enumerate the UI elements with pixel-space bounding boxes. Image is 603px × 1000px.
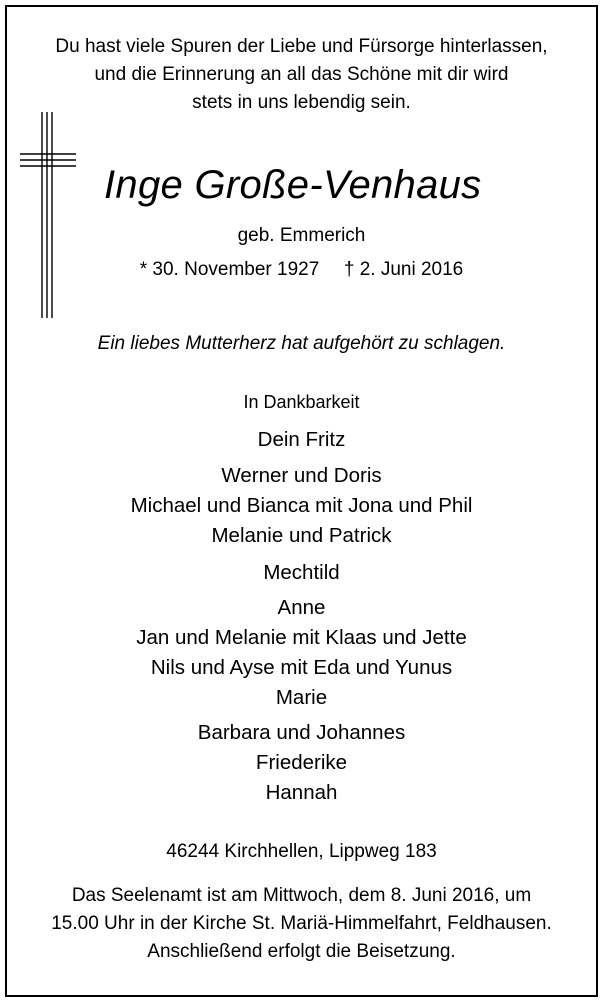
family-line: Michael und Bianca mit Jona und Phil bbox=[130, 494, 473, 517]
deceased-name: Inge Große-Venhaus bbox=[104, 163, 482, 207]
gratitude-line: In Dankbarkeit bbox=[243, 392, 360, 412]
family-line: Hannah bbox=[265, 781, 338, 804]
family-line: Mechtild bbox=[263, 561, 340, 584]
verse-line: stets in uns lebendig sein. bbox=[192, 92, 411, 113]
service-line: Das Seelenamt ist am Mittwoch, dem 8. Juni 2016, um bbox=[71, 885, 532, 906]
family-line: Anne bbox=[277, 596, 326, 619]
service-line: Anschließend erfolgt die Beisetzung. bbox=[147, 941, 456, 962]
family-line: Melanie und Patrick bbox=[211, 524, 392, 547]
death-date: † 2. Juni 2016 bbox=[343, 259, 464, 280]
life-dates bbox=[0, 259, 603, 281]
birth-date: * 30. November 1927 bbox=[139, 259, 320, 280]
family-line: Dein Fritz bbox=[257, 428, 346, 451]
address: 46244 Kirchhellen, Lippweg 183 bbox=[166, 841, 437, 862]
service-line: 15.00 Uhr in der Kirche St. Mariä-Himmelfahrt, Feldhausen. bbox=[51, 913, 552, 934]
family-line: Friederike bbox=[255, 751, 348, 774]
maiden-name: geb. Emmerich bbox=[237, 225, 366, 246]
family-line: Marie bbox=[275, 686, 328, 709]
family-line: Werner und Doris bbox=[221, 464, 382, 487]
verse-line: und die Erinnerung an all das Schöne mit dir wird bbox=[94, 64, 509, 85]
quote: Ein liebes Mutterherz hat aufgehört zu schlagen. bbox=[97, 333, 506, 354]
verse-line: Du hast viele Spuren der Liebe und Fürsorge hinterlassen, bbox=[55, 36, 548, 57]
family-line: Barbara und Johannes bbox=[197, 721, 406, 744]
family-line: Jan und Melanie mit Klaas und Jette bbox=[136, 626, 467, 649]
family-line: Nils und Ayse mit Eda und Yunus bbox=[150, 656, 453, 679]
cross-icon bbox=[20, 112, 76, 318]
